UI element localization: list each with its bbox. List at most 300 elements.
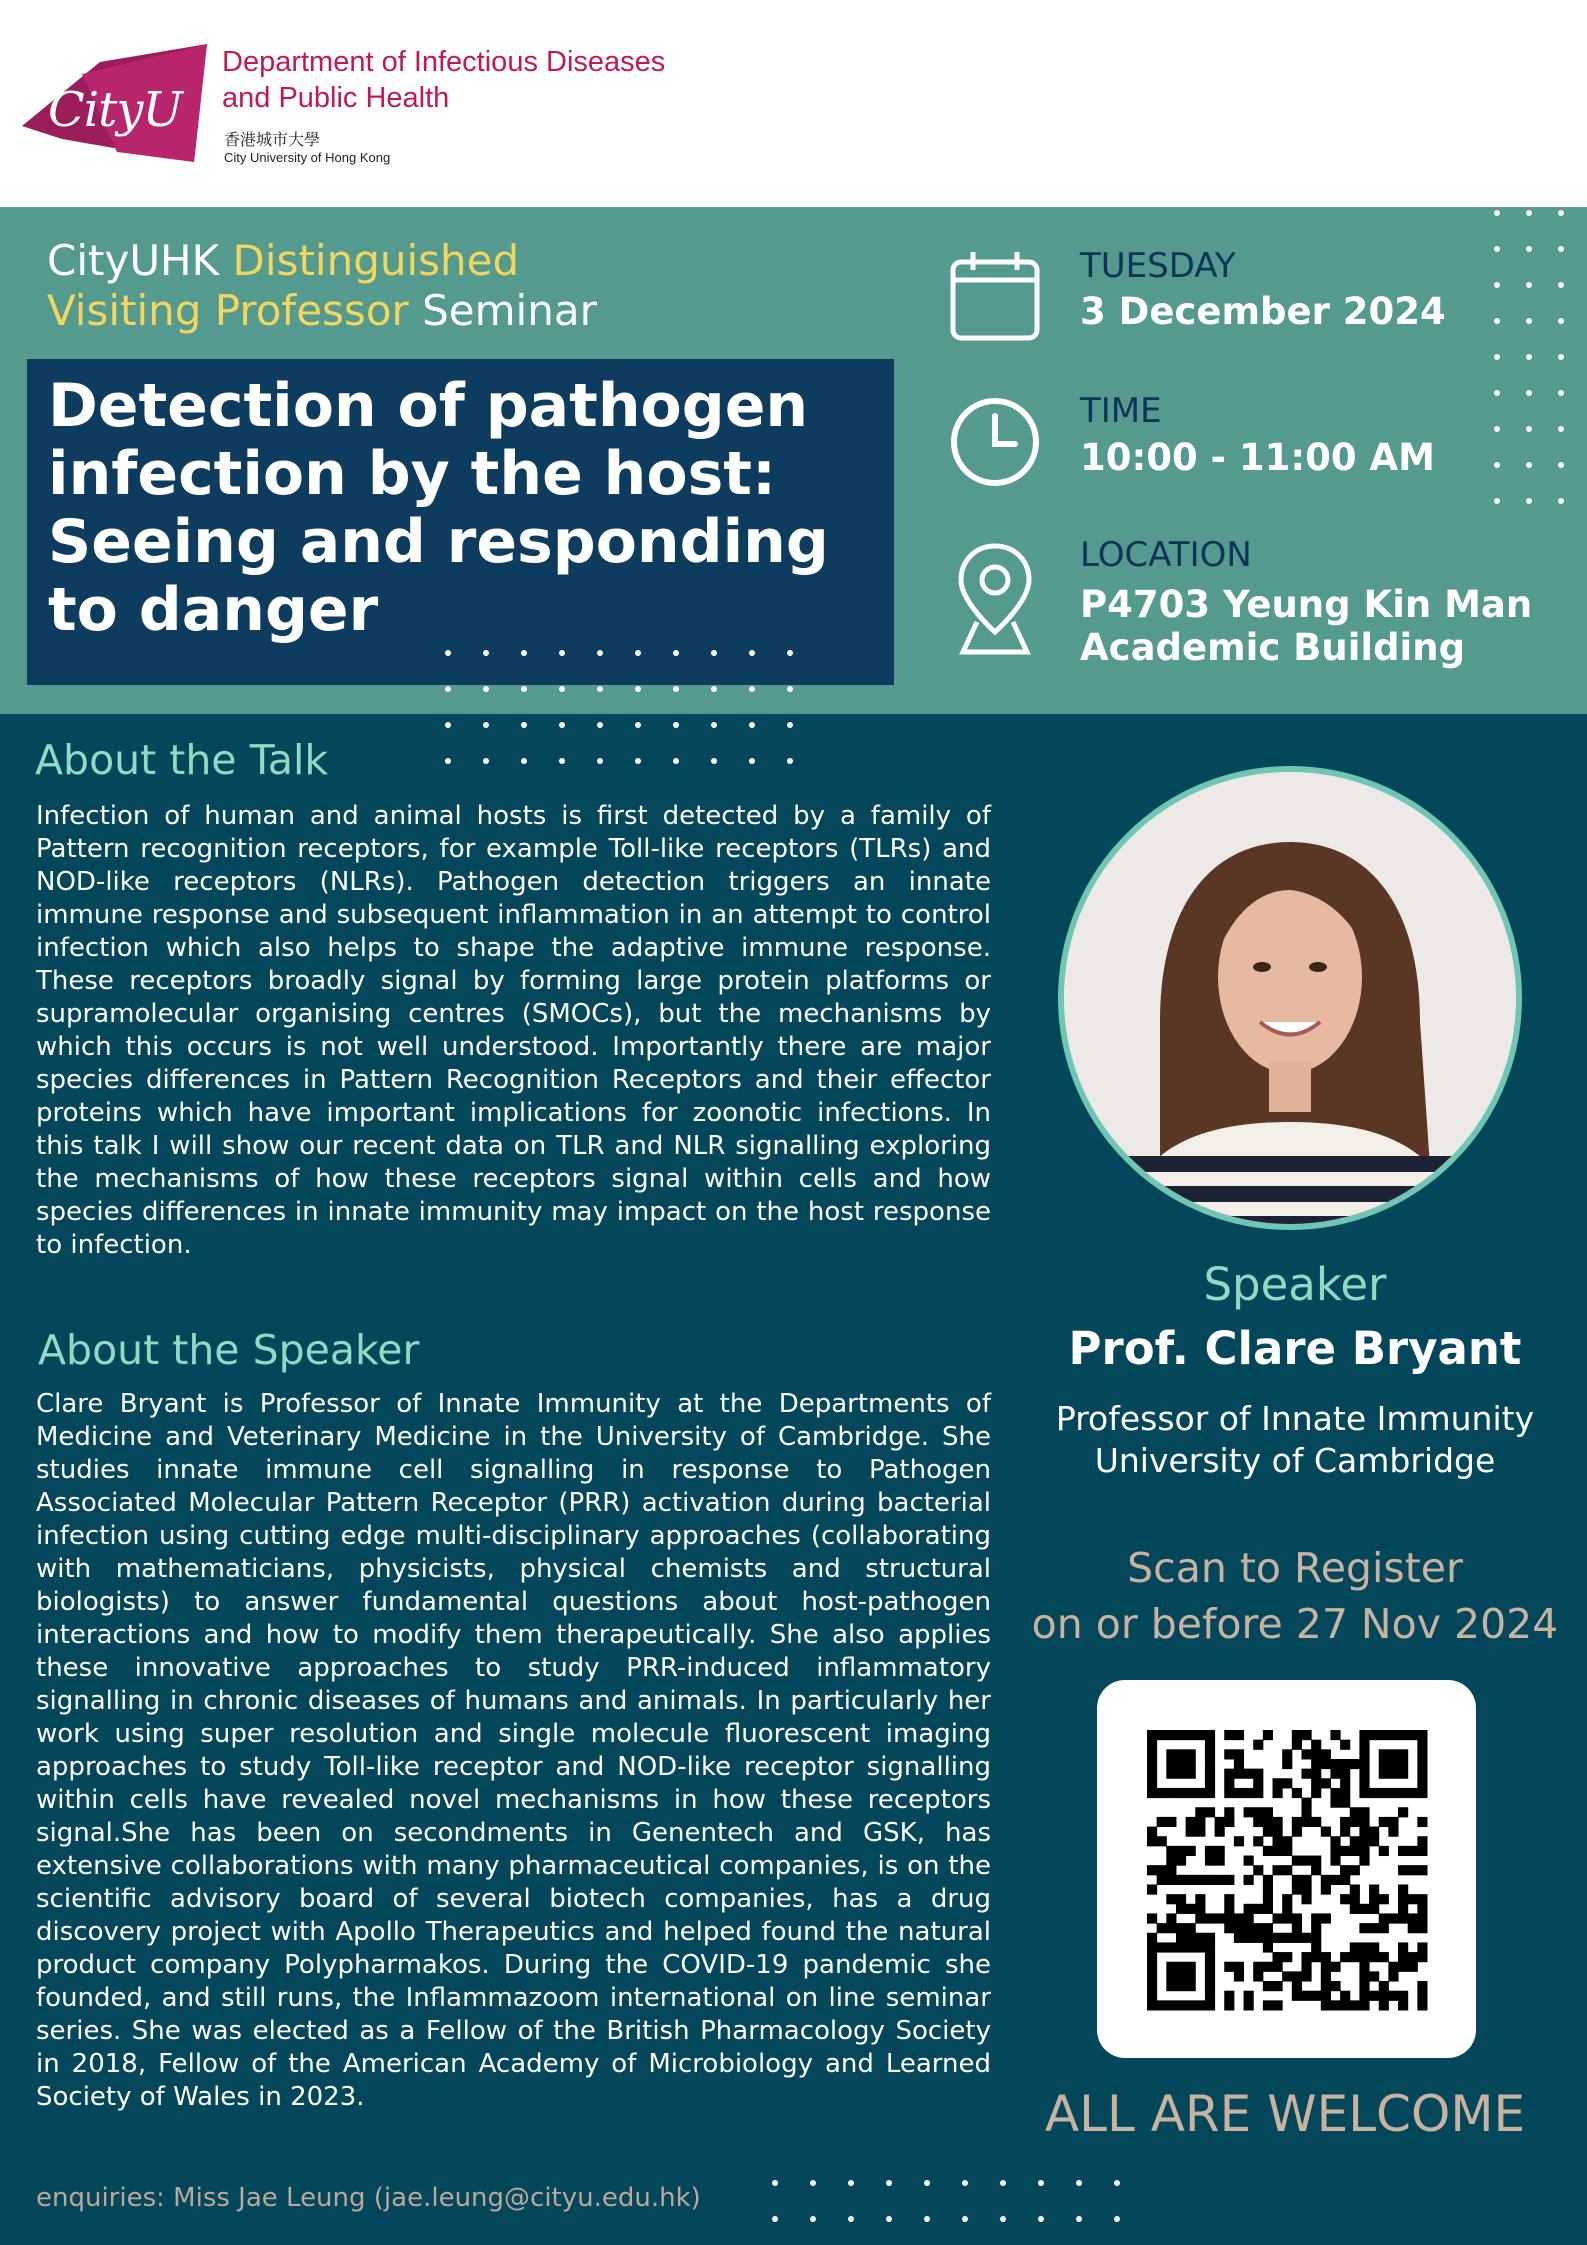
qr-module: [1311, 1769, 1321, 1779]
qr-module: [1147, 1942, 1157, 1952]
qr-module: [1369, 1991, 1379, 2001]
calendar-icon: [949, 250, 1041, 342]
qr-module: [1224, 1817, 1234, 1827]
qr-module: [1350, 1807, 1360, 1817]
university-chinese-name: 香港城市大學: [224, 130, 321, 149]
qr-module: [1311, 1749, 1321, 1759]
qr-module: [1205, 1875, 1215, 1885]
qr-module: [1273, 1952, 1283, 1962]
qr-module: [1186, 1904, 1196, 1914]
qr-module: [1215, 1856, 1225, 1866]
qr-module: [1176, 1875, 1186, 1885]
qr-module: [1379, 1913, 1389, 1923]
qr-module: [1282, 1894, 1292, 1904]
qr-module: [1253, 1836, 1263, 1846]
qr-module: [1321, 1952, 1331, 1962]
decorative-dot: [1076, 2216, 1082, 2222]
qr-module: [1205, 1759, 1215, 1769]
qr-module: [1359, 1769, 1369, 1779]
decorative-dot: [924, 2180, 930, 2186]
qr-module: [1417, 1749, 1427, 1759]
location-pin-icon: [955, 540, 1035, 658]
qr-module: [1166, 1962, 1176, 1972]
qr-module: [1398, 1807, 1408, 1817]
qr-module: [1301, 1798, 1311, 1808]
qr-module: [1147, 1769, 1157, 1779]
qr-module: [1321, 2000, 1331, 2010]
decorative-dot: [1494, 354, 1500, 360]
qr-module: [1340, 1798, 1350, 1808]
decorative-dot: [787, 650, 793, 656]
qr-module: [1176, 1730, 1186, 1740]
qr-module: [1369, 1827, 1379, 1837]
decorative-dot: [772, 2216, 778, 2222]
qr-module: [1340, 1991, 1350, 2001]
qr-module: [1186, 1817, 1196, 1827]
decorative-dot: [962, 2216, 968, 2222]
qr-module: [1417, 1846, 1427, 1856]
qr-module: [1398, 1749, 1408, 1759]
decorative-dot: [1558, 498, 1564, 504]
qr-module: [1417, 1894, 1427, 1904]
speaker-name: Prof. Clare Bryant: [1068, 1322, 1522, 1375]
qr-module: [1398, 1894, 1408, 1904]
decorative-dot: [749, 686, 755, 692]
decorative-dot: [848, 2216, 854, 2222]
qr-module: [1176, 1923, 1186, 1933]
qr-module: [1379, 1846, 1389, 1856]
qr-module: [1186, 2000, 1196, 2010]
qr-module: [1369, 1923, 1379, 1933]
location-label: LOCATION: [1080, 535, 1252, 575]
qr-module: [1359, 1836, 1369, 1846]
qr-module: [1350, 1817, 1360, 1827]
qr-module: [1311, 1817, 1321, 1827]
seminar-series: CityUHK Distinguished Visiting Professor Seminar: [47, 236, 597, 335]
qr-module: [1408, 1923, 1418, 1933]
decorative-dot: [483, 758, 489, 764]
qr-module: [1379, 1817, 1389, 1827]
decorative-dot: [787, 758, 793, 764]
qr-module: [1321, 1962, 1331, 1972]
decorative-dot: [924, 2216, 930, 2222]
qr-module: [1244, 1913, 1254, 1923]
qr-module: [1263, 2000, 1273, 2010]
qr-module: [1369, 1730, 1379, 1740]
qr-module: [1263, 1923, 1273, 1933]
qr-module: [1273, 1836, 1283, 1846]
qr-module: [1388, 1759, 1398, 1769]
decorative-dot: [597, 686, 603, 692]
qr-module: [1186, 1942, 1196, 1952]
qr-module: [1273, 1788, 1283, 1798]
decorative-dot: [1114, 2216, 1120, 2222]
qr-module: [1166, 1923, 1176, 1933]
qr-module: [1292, 1875, 1302, 1885]
decorative-dot: [1558, 318, 1564, 324]
qr-module: [1340, 1788, 1350, 1798]
decorative-dot: [521, 758, 527, 764]
decorative-dot: [749, 722, 755, 728]
qr-module: [1253, 1923, 1263, 1933]
event-location: P4703 Yeung Kin Man Academic Building: [1080, 583, 1533, 669]
qr-module: [1253, 1740, 1263, 1750]
qr-module: [1253, 1817, 1263, 1827]
qr-module: [1379, 1952, 1389, 1962]
qr-module: [1359, 1730, 1369, 1740]
qr-module: [1369, 1971, 1379, 1981]
qr-module: [1215, 1875, 1225, 1885]
decorative-dot: [559, 722, 565, 728]
qr-module: [1253, 1778, 1263, 1788]
qr-module: [1301, 1769, 1311, 1779]
qr-module: [1282, 1778, 1292, 1788]
qr-module: [1147, 1962, 1157, 1972]
qr-module: [1292, 1817, 1302, 1827]
time-label: TIME: [1080, 391, 1162, 431]
day-label: TUESDAY: [1080, 246, 1236, 286]
qr-module: [1417, 1981, 1427, 1991]
qr-module: [1359, 2000, 1369, 2010]
qr-module: [1186, 1788, 1196, 1798]
decorative-dot: [1526, 318, 1532, 324]
qr-module: [1224, 1778, 1234, 1788]
qr-module: [1301, 1807, 1311, 1817]
qr-module: [1147, 1740, 1157, 1750]
qr-module: [1359, 1981, 1369, 1991]
qr-module: [1340, 1740, 1350, 1750]
qr-module: [1350, 1865, 1360, 1875]
qr-module: [1292, 1981, 1302, 1991]
qr-module: [1379, 1759, 1389, 1769]
decorative-dot: [962, 2180, 968, 2186]
qr-module: [1147, 1749, 1157, 1759]
qr-module: [1359, 1759, 1369, 1769]
decorative-dot: [787, 722, 793, 728]
decorative-dot: [1526, 282, 1532, 288]
logo-text: CityU: [48, 82, 182, 138]
decorative-dot: [1558, 426, 1564, 432]
decorative-dot: [597, 758, 603, 764]
qr-module: [1253, 1962, 1263, 1972]
qr-module: [1205, 1740, 1215, 1750]
qr-module: [1301, 1962, 1311, 1972]
qr-module: [1166, 1759, 1176, 1769]
qr-module: [1176, 1933, 1186, 1943]
qr-module: [1311, 1923, 1321, 1933]
decorative-dot: [635, 758, 641, 764]
qr-module: [1369, 1904, 1379, 1914]
qr-module: [1273, 1933, 1283, 1943]
qr-module: [1195, 2000, 1205, 2010]
qr-module: [1379, 1991, 1389, 2001]
qr-module: [1321, 1913, 1331, 1923]
qr-module: [1205, 1913, 1215, 1923]
qr-module: [1176, 1962, 1186, 1972]
qr-code-card[interactable]: [1097, 1680, 1476, 2058]
qr-module: [1253, 1933, 1263, 1943]
qr-module: [1147, 1730, 1157, 1740]
qr-module: [1330, 1730, 1340, 1740]
decorative-dot: [848, 2180, 854, 2186]
qr-module: [1224, 1875, 1234, 1885]
decorative-dot: [483, 722, 489, 728]
qr-module: [1292, 1913, 1302, 1923]
decorative-dot: [886, 2216, 892, 2222]
decorative-dot: [1526, 426, 1532, 432]
decorative-dot: [445, 722, 451, 728]
qr-module: [1147, 1884, 1157, 1894]
decorative-dot: [635, 722, 641, 728]
qr-module: [1253, 1788, 1263, 1798]
qr-module: [1157, 1730, 1167, 1740]
decorative-dots-right: [1494, 210, 1574, 520]
qr-module: [1417, 1788, 1427, 1798]
qr-module: [1166, 2000, 1176, 2010]
qr-module: [1311, 1942, 1321, 1952]
qr-module: [1176, 1981, 1186, 1991]
qr-module: [1321, 1759, 1331, 1769]
qr-module: [1417, 1904, 1427, 1914]
qr-module: [1195, 1827, 1205, 1837]
qr-module: [1273, 1827, 1283, 1837]
decorative-dot: [635, 686, 641, 692]
qr-module: [1379, 1788, 1389, 1798]
qr-module: [1301, 1817, 1311, 1827]
qr-module: [1186, 1875, 1196, 1885]
qr-module: [1359, 1962, 1369, 1972]
qr-module: [1195, 1894, 1205, 1904]
qr-module: [1282, 1952, 1292, 1962]
qr-module: [1282, 1759, 1292, 1769]
qr-module: [1359, 1904, 1369, 1914]
decorative-dot: [886, 2180, 892, 2186]
qr-module: [1244, 1923, 1254, 1933]
qr-module: [1350, 1904, 1360, 1914]
qr-module: [1147, 1981, 1157, 1991]
qr-module: [1253, 1769, 1263, 1779]
decorative-dot: [1526, 462, 1532, 468]
qr-module: [1388, 1913, 1398, 1923]
decorative-dot: [635, 650, 641, 656]
qr-module: [1359, 1846, 1369, 1856]
qr-module: [1301, 1730, 1311, 1740]
qr-module: [1350, 1759, 1360, 1769]
qr-module: [1176, 1846, 1186, 1856]
qr-module: [1282, 1904, 1292, 1914]
qr-module: [1147, 1827, 1157, 1837]
qr-module: [1340, 1846, 1350, 1856]
qr-module: [1417, 1865, 1427, 1875]
qr-module: [1350, 1836, 1360, 1846]
qr-module: [1176, 1904, 1186, 1914]
seminar-title: Detection of pathogen infection by the host: Seeing and responding to danger: [48, 371, 829, 645]
qr-module: [1301, 1933, 1311, 1943]
decorative-dot: [1526, 498, 1532, 504]
decorative-dot: [597, 722, 603, 728]
qr-module: [1330, 1836, 1340, 1846]
qr-module: [1350, 1846, 1360, 1856]
qr-module: [1398, 1788, 1408, 1798]
qr-module: [1330, 1759, 1340, 1769]
decorative-dot: [1558, 354, 1564, 360]
decorative-dot: [711, 758, 717, 764]
qr-module: [1311, 1856, 1321, 1866]
qr-module: [1311, 1740, 1321, 1750]
decorative-dot: [1558, 210, 1564, 216]
decorative-dot: [1526, 354, 1532, 360]
decorative-dot: [1494, 318, 1500, 324]
about-speaker-text: Clare Bryant is Professor of Innate Immunity at the Departments of Medicine and Veterinary Medicine in the University of Cambridge. She studies innate immune cell signalling in response to Pathogen Associated Molecular Pattern Receptor (PRR) activation during bacterial infection using cutting edge multi-disciplinary approaches (collaborating with mathematicians, physicists, physical chemists and structural biologists) to answer fundamental questions about host-pathogen interactions and how to modify them therapeutically. She also applies these innovative approaches to study PRR-induced inflammatory signalling in chronic diseases of humans and animals. In particularly her work using super resolution and single molecule fluorescent imaging approaches to study Toll-like receptor and NOD-like receptor signalling within cells have revealed novel mechanisms in how these receptors signal.She has been on secondments in Genentech and GSK, has extensive collaborations with many pharmaceutical companies, is on the scientific advisory board of several biotech companies, has a drug discovery project with Apollo Therapeutics and helped found the natural product company Polypharmakos. During the COVID-19 pandemic she founded, and still runs, the Inflammazoom international on line seminar series. She was elected as a Fellow of the British Pharmacology Society in 2018, Fellow of the American Academy of Microbiology and Learned Society of Wales in 2023.: [36, 1389, 991, 2112]
qr-module: [1321, 1749, 1331, 1759]
qr-module: [1147, 1913, 1157, 1923]
qr-module: [1224, 1923, 1234, 1933]
qr-module: [1282, 1865, 1292, 1875]
decorative-dot: [1494, 426, 1500, 432]
qr-module: [1176, 2000, 1186, 2010]
qr-module: [1417, 1740, 1427, 1750]
qr-module: [1186, 1749, 1196, 1759]
qr-module: [1186, 1730, 1196, 1740]
qr-module: [1369, 1952, 1379, 1962]
qr-module: [1147, 1952, 1157, 1962]
qr-module: [1186, 1759, 1196, 1769]
qr-module: [1157, 1788, 1167, 1798]
qr-module: [1282, 1749, 1292, 1759]
qr-module: [1398, 1884, 1408, 1894]
qr-module: [1234, 1769, 1244, 1779]
speaker-portrait: [1064, 772, 1516, 1224]
decorative-dot: [1076, 2180, 1082, 2186]
qr-module: [1195, 1807, 1205, 1817]
decorative-dot: [673, 758, 679, 764]
decorative-dot: [445, 758, 451, 764]
qr-module: [1195, 1730, 1205, 1740]
decorative-dot: [711, 686, 717, 692]
qr-module: [1205, 1749, 1215, 1759]
decorative-dot: [1494, 282, 1500, 288]
qr-module: [1205, 1730, 1215, 1740]
qr-module: [1330, 1962, 1340, 1972]
decorative-dot: [1558, 246, 1564, 252]
qr-module: [1359, 1856, 1369, 1866]
qr-module: [1166, 1817, 1176, 1827]
qr-module: [1166, 1865, 1176, 1875]
qr-module: [1417, 1817, 1427, 1827]
about-speaker-heading: About the Speaker: [38, 1326, 420, 1374]
qr-module: [1408, 1846, 1418, 1856]
qr-module: [1205, 1807, 1215, 1817]
decorative-dots-middle: [445, 650, 805, 770]
qr-module: [1234, 1913, 1244, 1923]
qr-module: [1176, 1769, 1186, 1779]
qr-module: [1176, 1856, 1186, 1866]
qr-module: [1205, 1981, 1215, 1991]
qr-module: [1330, 1875, 1340, 1885]
qr-module: [1273, 1846, 1283, 1856]
decorative-dot: [749, 758, 755, 764]
qr-code[interactable]: [1097, 1680, 1476, 2058]
qr-module: [1340, 1894, 1350, 1904]
decorative-dot: [1558, 282, 1564, 288]
qr-module: [1417, 1923, 1427, 1933]
qr-module: [1388, 1971, 1398, 1981]
qr-module: [1417, 1836, 1427, 1846]
qr-module: [1263, 1807, 1273, 1817]
qr-module: [1244, 1788, 1254, 1798]
register-instruction: Scan to Register on or before 27 Nov 2024: [1031, 1544, 1559, 1648]
decorative-dot: [1494, 210, 1500, 216]
qr-module: [1176, 1749, 1186, 1759]
decorative-dot: [673, 686, 679, 692]
qr-module: [1311, 1991, 1321, 2001]
qr-module: [1388, 1749, 1398, 1759]
decorative-dot: [1558, 462, 1564, 468]
qr-module: [1186, 1846, 1196, 1856]
qr-module: [1224, 1807, 1234, 1817]
qr-module: [1369, 1788, 1379, 1798]
decorative-dot: [1000, 2180, 1006, 2186]
qr-module: [1408, 1952, 1418, 1962]
qr-module: [1417, 1952, 1427, 1962]
university-english-name: City University of Hong Kong: [224, 150, 391, 165]
qr-module: [1282, 1913, 1292, 1923]
qr-module: [1292, 1971, 1302, 1981]
department-name: Department of Infectious Diseases and Public Health: [222, 46, 666, 114]
qr-module: [1244, 1904, 1254, 1914]
qr-module: [1321, 1827, 1331, 1837]
qr-module: [1359, 1952, 1369, 1962]
decorative-dot: [1494, 462, 1500, 468]
qr-module: [1417, 1991, 1427, 2001]
qr-module: [1398, 1904, 1408, 1914]
qr-module: [1340, 1952, 1350, 1962]
qr-module: [1244, 1856, 1254, 1866]
qr-module: [1157, 1942, 1167, 1952]
qr-module: [1321, 1875, 1331, 1885]
qr-module: [1321, 1981, 1331, 1991]
decorative-dot: [483, 650, 489, 656]
decorative-dot: [1558, 390, 1564, 396]
qr-module: [1176, 1894, 1186, 1904]
qr-module: [1273, 1962, 1283, 1972]
qr-module: [1263, 1846, 1273, 1856]
qr-module: [1388, 1769, 1398, 1779]
decorative-dot: [1038, 2216, 1044, 2222]
qr-module: [1263, 1817, 1273, 1827]
qr-module: [1166, 1894, 1176, 1904]
qr-module: [1166, 1971, 1176, 1981]
clock-icon: [949, 396, 1041, 488]
qr-module: [1398, 1846, 1408, 1856]
qr-module: [1369, 1884, 1379, 1894]
qr-module: [1398, 1942, 1408, 1952]
qr-module: [1147, 1788, 1157, 1798]
qr-module: [1224, 1962, 1234, 1972]
qr-module: [1301, 1749, 1311, 1759]
qr-module: [1340, 2000, 1350, 2010]
qr-module: [1205, 1991, 1215, 2001]
qr-module: [1311, 1933, 1321, 1943]
qr-module: [1186, 1962, 1196, 1972]
qr-module: [1195, 1788, 1205, 1798]
qr-module: [1301, 1875, 1311, 1885]
qr-module: [1273, 1817, 1283, 1827]
decorative-dot: [749, 650, 755, 656]
qr-module: [1224, 2000, 1234, 2010]
qr-module: [1340, 1778, 1350, 1788]
decorative-dot: [445, 686, 451, 692]
